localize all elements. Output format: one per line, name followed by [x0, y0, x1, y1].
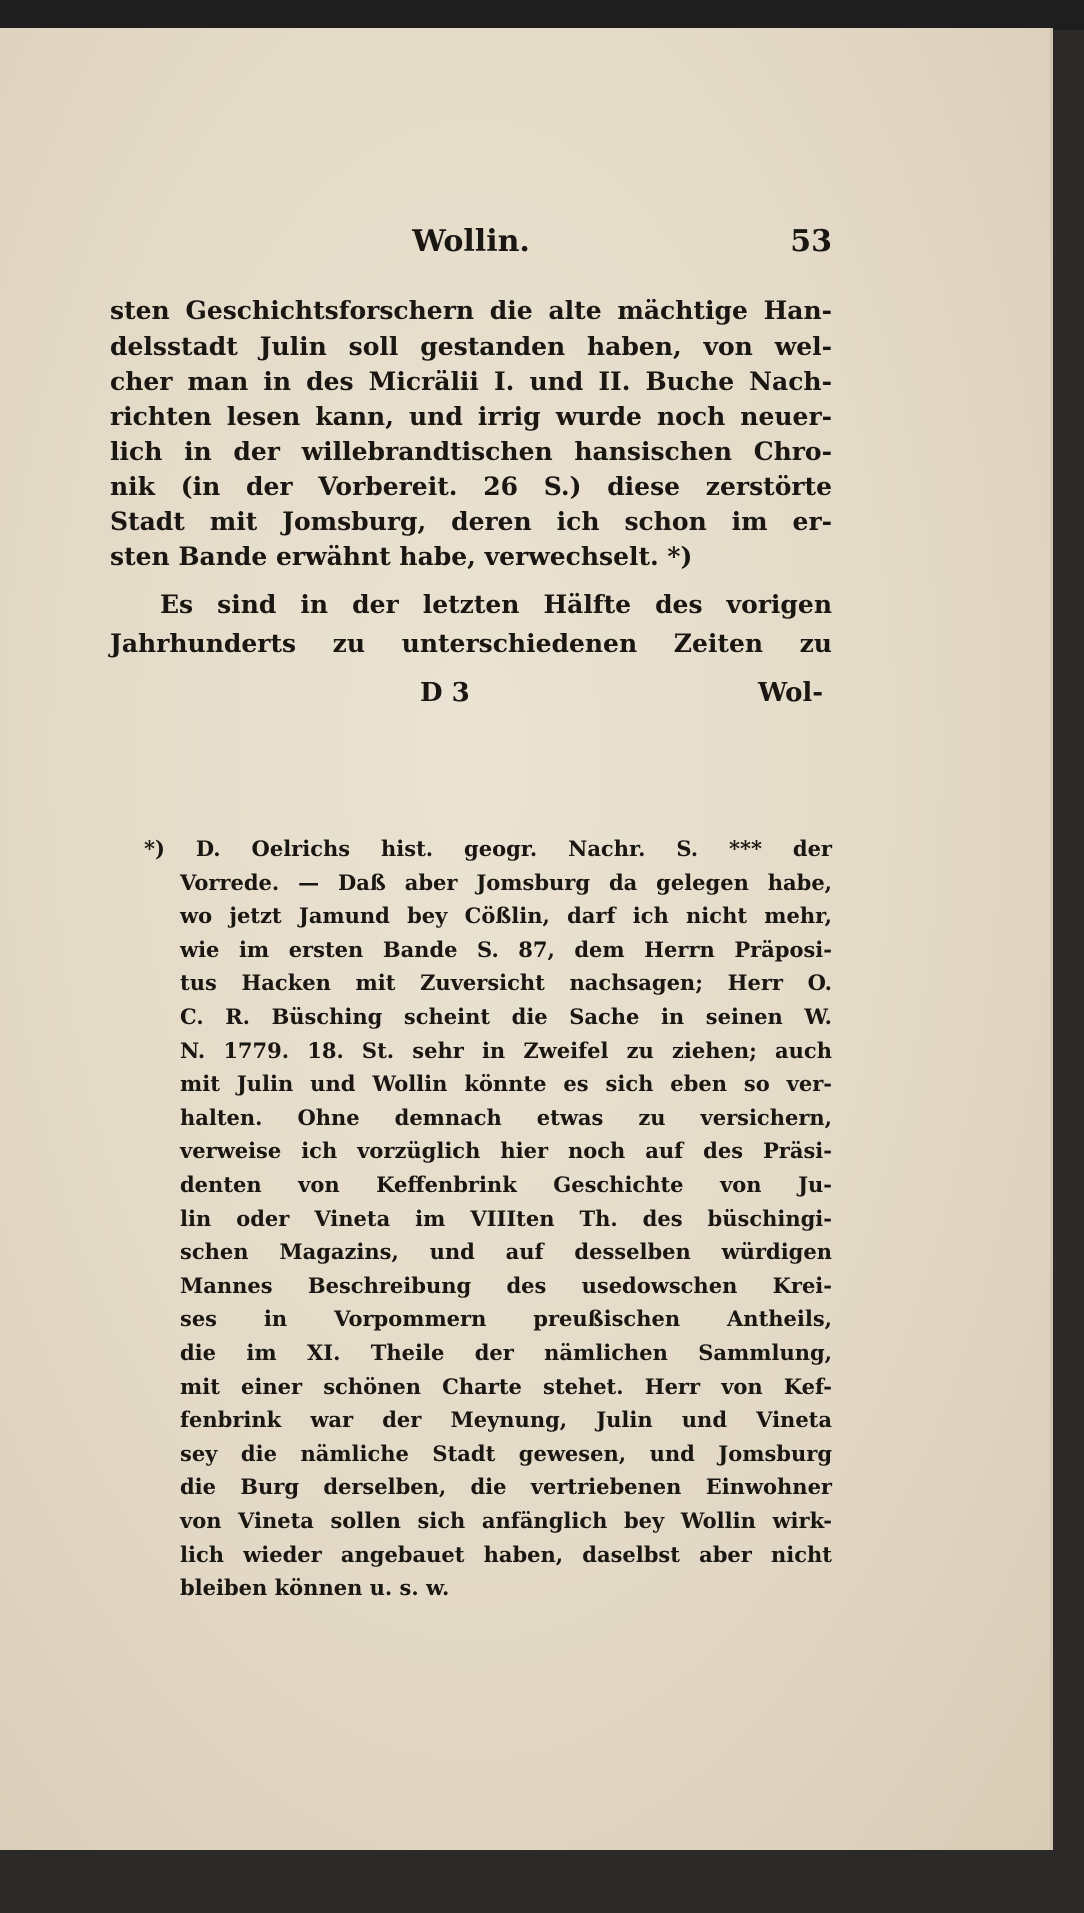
footnote-line: denten von Keffenbrink Geschichte von Ju-	[180, 1172, 832, 1197]
footnote-line: lin oder Vineta im VIIIten Th. des büschingi-	[180, 1205, 832, 1231]
text-line: delsstadt Julin soll gestanden haben, von wel-	[110, 332, 832, 361]
text-line: cher man in des Micrälii I. und II. Buche Nach-	[110, 367, 832, 396]
running-title: Wollin.	[412, 224, 530, 259]
footnote-line: die im XI. Theile der nämlichen Sammlung,	[180, 1340, 832, 1365]
footnote-line: *) D. Oelrichs hist. geogr. Nachr. S. *** der	[144, 836, 832, 861]
text-line: Stadt mit Jomsburg, deren ich schon im er-	[110, 507, 832, 536]
book-page	[0, 28, 1053, 1850]
footnote-line: lich wieder angebauet haben, daselbst aber nicht	[180, 1541, 832, 1567]
page-header	[110, 224, 832, 264]
footnote-line: die Burg derselben, die vertriebenen Einwohner	[180, 1474, 832, 1500]
scan-border	[0, 0, 1084, 30]
text-line: lich in der willebrandtischen hansischen Chro-	[110, 437, 832, 466]
footnote-line: halten. Ohne demnach etwas zu versichern,	[180, 1104, 832, 1130]
footnote-line: bleiben können u. s. w.	[180, 1575, 450, 1601]
page-number: 53	[790, 224, 832, 259]
footnote-line: von Vineta sollen sich anfänglich bey Wollin wirk-	[180, 1508, 832, 1533]
text-line: nik (in der Vorbereit. 26 S.) diese zerstörte	[110, 472, 832, 501]
footnote-line: wie im ersten Bande S. 87, dem Herrn Präposi-	[180, 936, 832, 962]
footnote-line: tus Hacken mit Zuversicht nachsagen; Herr O.	[180, 970, 832, 996]
text-line: Es sind in der letzten Hälfte des vorigen	[160, 590, 832, 619]
footnote-line: C. R. Büsching scheint die Sache in seinen W.	[180, 1004, 832, 1029]
text-line: sten Geschichtsforschern die alte mächtige Han-	[110, 296, 832, 325]
footnote-line: mit Julin und Wollin könnte es sich eben so ver-	[180, 1071, 832, 1097]
footnote-line: schen Magazins, und auf desselben würdigen	[180, 1239, 832, 1265]
text-line: Jahrhunderts zu unterschiedenen Zeiten zu	[110, 629, 832, 658]
text-line: richten lesen kann, und irrig wurde noch neuer-	[110, 402, 832, 431]
catchword: Wol-	[758, 678, 824, 708]
footnote-line: mit einer schönen Charte stehet. Herr von Kef-	[180, 1373, 832, 1399]
footnote-line: Vorrede. — Daß aber Jomsburg da gelegen habe,	[180, 869, 832, 895]
footnote-line: sey die nämliche Stadt gewesen, und Jomsburg	[180, 1440, 832, 1466]
footnote-line: ses in Vorpommern preußischen Antheils,	[180, 1306, 832, 1332]
footnote-line: wo jetzt Jamund bey Cößlin, darf ich nicht mehr,	[180, 903, 832, 929]
text-line: sten Bande erwähnt habe, verwechselt. *)	[110, 542, 693, 571]
footnote-line: N. 1779. 18. St. sehr in Zweifel zu ziehen; auch	[180, 1037, 832, 1063]
signature-mark: D 3	[420, 678, 470, 708]
footnote-line: fenbrink war der Meynung, Julin und Vineta	[180, 1407, 832, 1433]
footnote-line: verweise ich vorzüglich hier noch auf des Präsi-	[180, 1138, 832, 1164]
footnote-line: Mannes Beschreibung des usedowschen Krei-	[180, 1272, 832, 1298]
